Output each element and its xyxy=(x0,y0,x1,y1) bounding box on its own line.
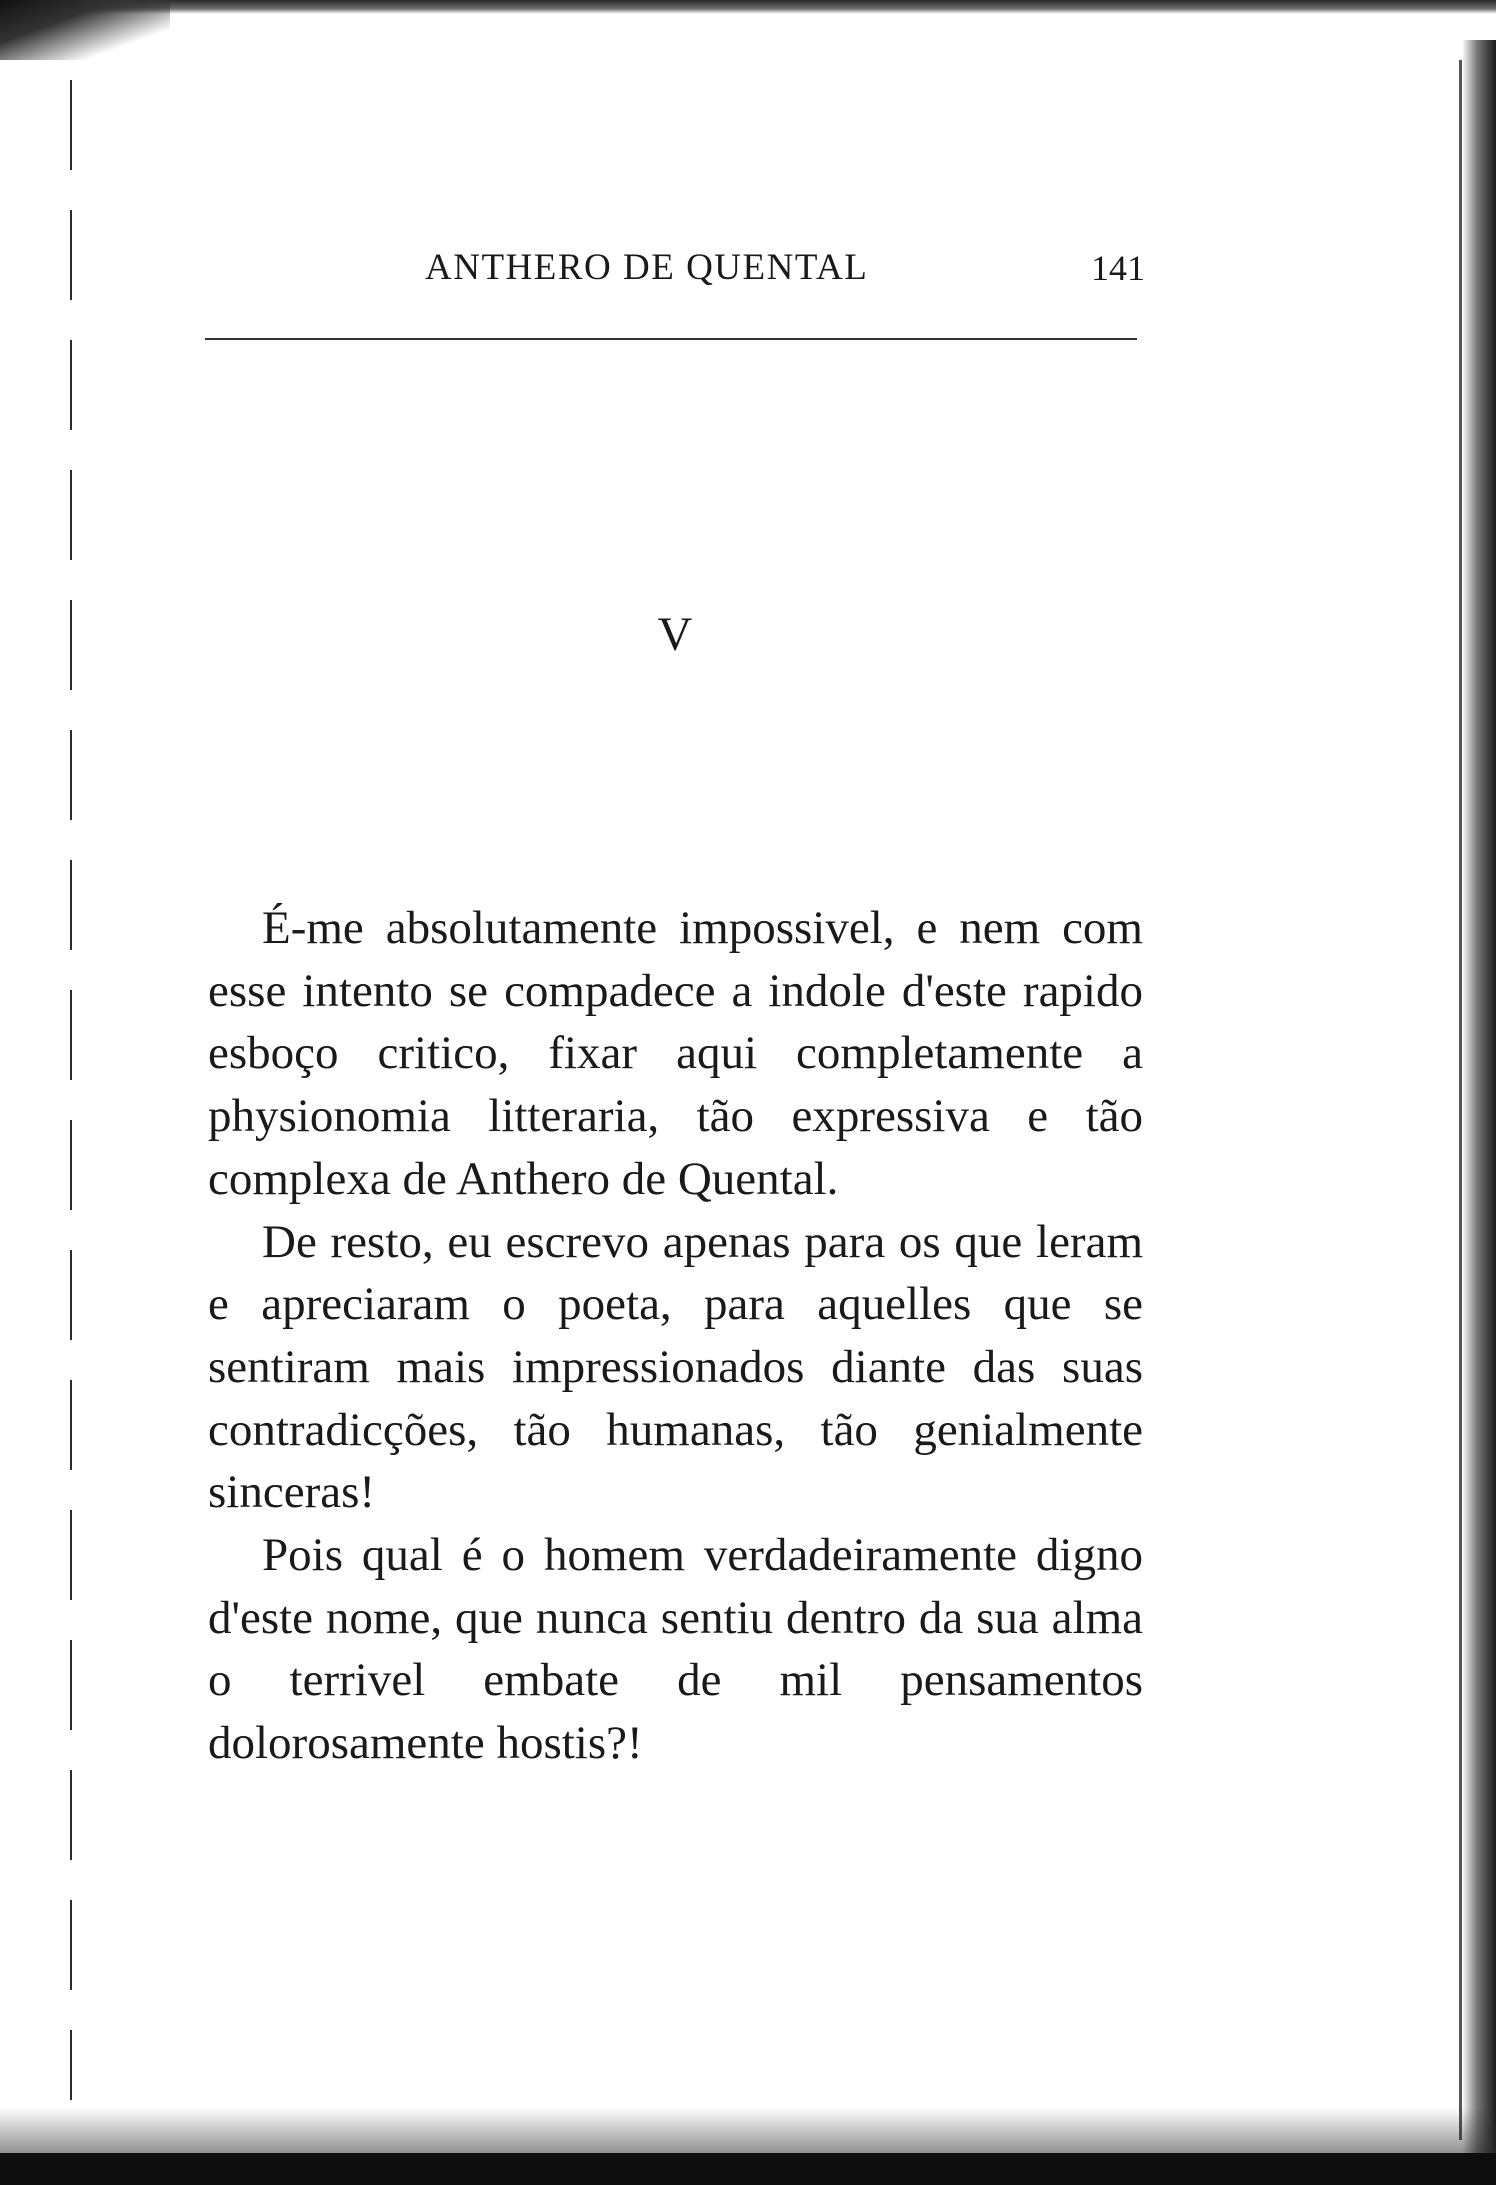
scan-right-edge xyxy=(1462,40,1496,2160)
scan-left-edge xyxy=(70,80,72,2100)
paragraph: Pois qual é o homem verdadeiramente digno d'este nome, que nunca sentiu dentro da sua alma o terrivel embate de mil pensamentos dolorosamente hostis?! xyxy=(208,1529,1143,1770)
body-text xyxy=(208,897,1143,1775)
paragraph: É-me absolutamente impossivel, e nem com esse intento se compadece a indole d'este rapido esboço critico, fixar aqui completamente a physionomia litteraria, tão expressiva e tão complexa de Anthero de Quental. xyxy=(208,902,1143,1205)
scan-bottom-shadow xyxy=(0,2107,1496,2157)
scan-corner-shadow xyxy=(0,0,170,60)
scan-top-edge xyxy=(0,0,1496,14)
chapter-numeral: V xyxy=(657,608,693,661)
paragraph: De resto, eu escrevo apenas para os que leram e apreciaram o poeta, para aquelles que se sentiram mais impressionados diante das suas contradicções, tão humanas, tão genialmente sinceras! xyxy=(208,1215,1143,1519)
page-number: 141 xyxy=(1091,248,1145,288)
running-title: ANTHERO DE QUENTAL xyxy=(425,247,869,288)
scan-bottom-edge xyxy=(0,2153,1496,2185)
header-rule xyxy=(205,338,1137,340)
running-header xyxy=(205,246,1145,290)
